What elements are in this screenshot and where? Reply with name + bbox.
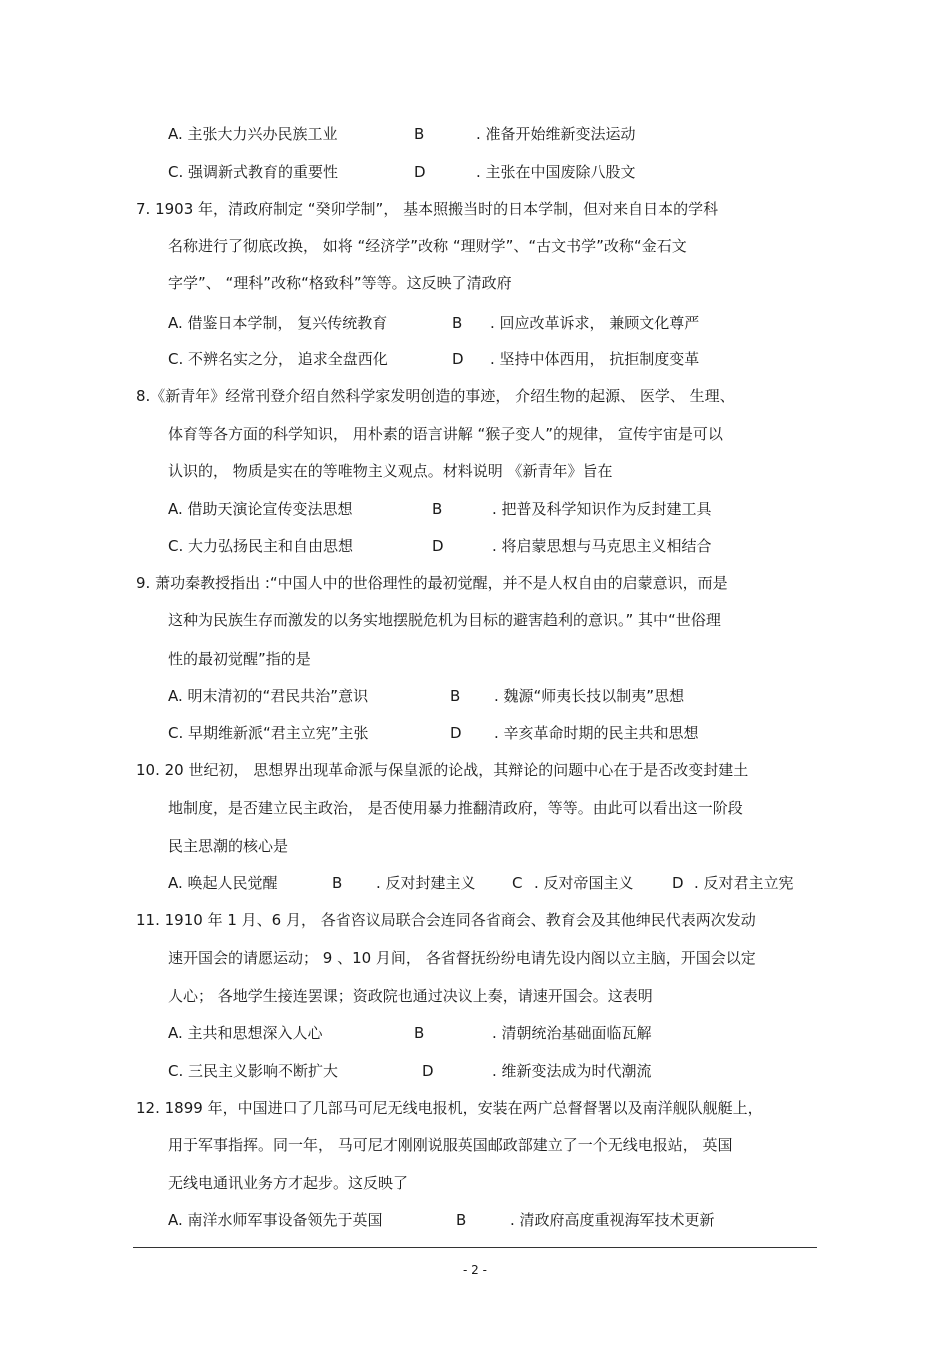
q7-option-b-letter: B (452, 314, 463, 332)
q7-option-d-letter: D (452, 350, 464, 368)
q12-stem-line2: 用于军事指挥。同一年， 马可尼才刚刚说服英国邮政部建立了一个无线电报站， 英国 (168, 1136, 733, 1154)
q12-option-a: A. 南洋水师军事设备领先于英国 (168, 1211, 383, 1229)
q9-option-b-letter: B (450, 687, 461, 705)
q11-option-c: C. 三民主义影响不断扩大 (168, 1062, 339, 1080)
q9-option-d-letter: D (450, 724, 462, 742)
q11-option-d: . 维新变法成为时代潮流 (492, 1062, 652, 1080)
q12-stem-line3: 无线电通讯业务方才起步。这反映了 (168, 1174, 409, 1192)
q8-option-b: . 把普及科学知识作为反封建工具 (492, 500, 712, 518)
q10-option-c: . 反对帝国主义 (534, 874, 634, 892)
q9-option-c: C. 早期维新派“君主立宪”主张 (168, 724, 369, 742)
q12-option-b-letter: B (456, 1211, 467, 1229)
q8-stem-line2: 体育等各方面的科学知识， 用朴素的语言讲解 “猴子变人”的规律， 宣传宇宙是可以 (168, 425, 723, 443)
q7-stem-line2: 名称进行了彻底改换， 如将 “经济学”改称 “理财学”、“古文书学”改称“金石文 (168, 237, 687, 255)
q11-stem-line3: 人心； 各地学生接连罢课；资政院也通过决议上奏，请速开国会。这表明 (168, 987, 653, 1005)
q8-option-d-letter: D (432, 537, 444, 555)
q12-stem-line1: 12. 1899 年，中国进口了几部马可尼无线电报机，安装在两广总督督署以及南洋舰队舰艇上， (136, 1099, 763, 1117)
q7-stem-line3: 字学”、 “理科”改称“格致科”等等。这反映了清政府 (168, 274, 512, 292)
q10-stem-line1: 10. 20 世纪初， 思想界出现革命派与保皇派的论战，其辩论的问题中心在于是否改变封建土 (136, 761, 749, 779)
q8-option-a: A. 借助天演论宣传变法思想 (168, 500, 353, 518)
q8-option-d: . 将启蒙思想与马克思主义相结合 (492, 537, 712, 555)
q10-option-d-letter: D (672, 874, 684, 892)
q6-option-d: . 主张在中国废除八股文 (476, 163, 636, 181)
q10-option-c-letter: C (512, 874, 523, 892)
q11-option-b-letter: B (414, 1024, 425, 1042)
q6-option-c: C. 强调新式教育的重要性 (168, 163, 339, 181)
q6-option-a: A. 主张大力兴办民族工业 (168, 125, 338, 143)
q10-option-b-letter: B (332, 874, 343, 892)
q11-option-b: . 清朝统治基础面临瓦解 (492, 1024, 652, 1042)
q9-stem-line2: 这种为民族生存而激发的以务实地摆脱危机为目标的避害趋利的意识。” 其中“世俗理 (168, 611, 721, 629)
q9-option-b: . 魏源“师夷长技以制夷”思想 (494, 687, 685, 705)
q11-option-a: A. 主共和思想深入人心 (168, 1024, 323, 1042)
q9-option-a: A. 明末清初的“君民共治”意识 (168, 687, 369, 705)
q7-option-b: . 回应改革诉求， 兼顾文化尊严 (490, 314, 700, 332)
q10-stem-line2: 地制度，是否建立民主政治， 是否使用暴力推翻清政府，等等。由此可以看出这一阶段 (168, 799, 743, 817)
q9-option-d: . 辛亥革命时期的民主共和思想 (494, 724, 699, 742)
q6-option-b-letter: B (414, 125, 425, 143)
q12-option-b: . 清政府高度重视海军技术更新 (510, 1211, 715, 1229)
q11-stem-line1: 11. 1910 年 1 月、6 月， 各省咨议局联合会连同各省商会、教育会及其他绅民代表两次发动 (136, 911, 756, 929)
q9-stem-line1: 9. 萧功秦教授指出 :“中国人中的世俗理性的最初觉醒，并不是人权自由的启蒙意识，而是 (136, 574, 728, 592)
q7-option-c: C. 不辨名实之分， 追求全盘西化 (168, 350, 388, 368)
q10-option-a: A. 唤起人民觉醒 (168, 874, 278, 892)
q7-option-a: A. 借鉴日本学制， 复兴传统教育 (168, 314, 388, 332)
q7-option-d: . 坚持中体西用， 抗拒制度变革 (490, 350, 700, 368)
q8-stem-line3: 认识的， 物质是实在的等唯物主义观点。材料说明 《新青年》旨在 (168, 462, 613, 480)
q6-option-b: . 准备开始维新变法运动 (476, 125, 636, 143)
q6-option-d-letter: D (414, 163, 426, 181)
q7-stem-line1: 7. 1903 年，清政府制定 “癸卯学制”， 基本照搬当时的日本学制，但对来自日本的学科 (136, 200, 719, 218)
q8-option-c: C. 大力弘扬民主和自由思想 (168, 537, 354, 555)
footer-divider (133, 1247, 817, 1248)
q10-stem-line3: 民主思潮的核心是 (168, 837, 289, 855)
q8-option-b-letter: B (432, 500, 443, 518)
q11-option-d-letter: D (422, 1062, 434, 1080)
q10-option-d: . 反对君主立宪 (694, 874, 794, 892)
q9-stem-line3: 性的最初觉醒”指的是 (168, 650, 311, 668)
q8-stem-line1: 8.《新青年》经常刊登介绍自然科学家发明创造的事迹， 介绍生物的起源、 医学、 生理、 (136, 387, 735, 405)
q10-option-b: . 反对封建主义 (376, 874, 476, 892)
q11-stem-line2: 速开国会的请愿运动； 9 、10 月间， 各省督抚纷纷电请先设内阁以立主脑，开国会以定 (168, 949, 756, 967)
page-number: - 2 - (463, 1263, 487, 1277)
